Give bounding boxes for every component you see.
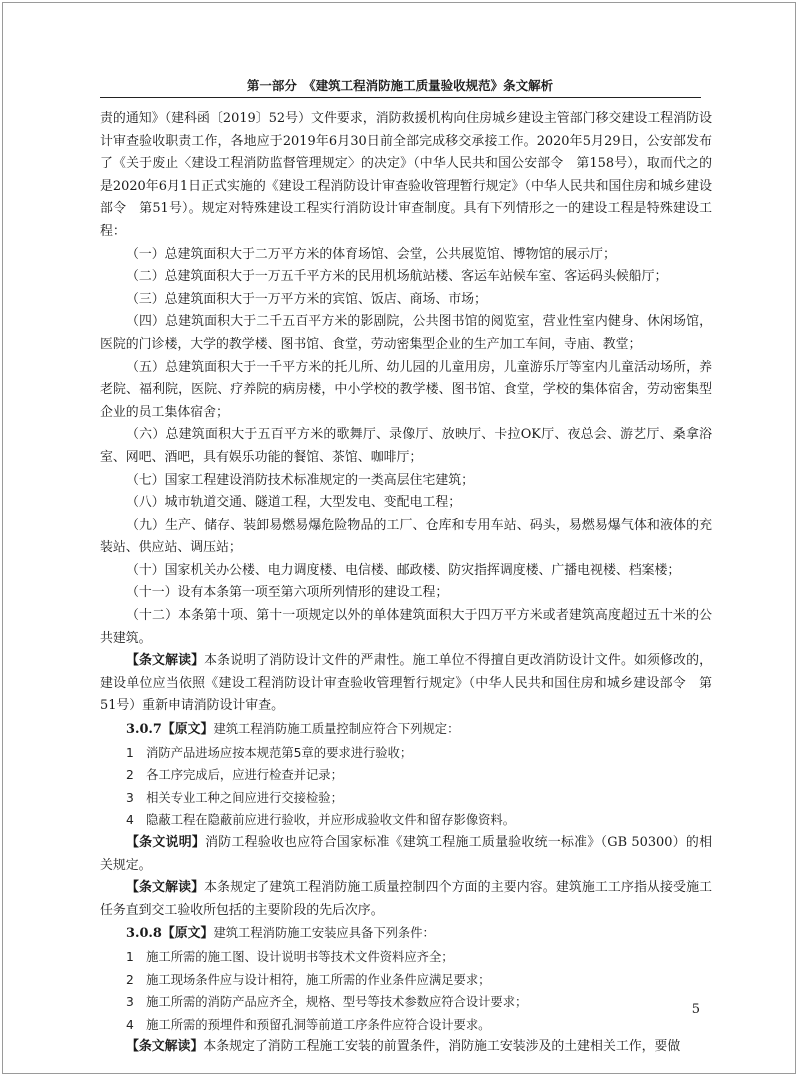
clause-3-0-7-original <box>100 718 712 742</box>
special-item-6: （六）总建筑面积大于五百平方米的歌舞厅、录像厅、放映厅、卡拉OK厅、夜总会、游艺厅、桑拿浴室、网吧、酒吧，具有娱乐功能的餐馆、茶馆、咖啡厅； <box>100 427 712 465</box>
clause-3-0-7-item-2: 2 各工序完成后，应进行检查并记录； <box>126 768 343 783</box>
special-item-4: （四）总建筑面积大于二千五百平方米的影剧院，公共图书馆的阅览室，营业性室内健身、休闲场馆，医院的门诊楼，大学的教学楼、图书馆、食堂，劳动密集型企业的生产加工车间，寺庙、教堂； <box>100 314 712 352</box>
clause-3-0-7-explanation <box>100 832 712 877</box>
clause-3-0-7-item-4: 4 隐蔽工程在隐蔽前应进行验收，并应形成验收文件和留存影像资料。 <box>126 813 516 828</box>
special-item-5: （五）总建筑面积大于一千平方米的托儿所、幼儿园的儿童用房，儿童游乐厅等室内儿童活动场所，养老院、福利院，医院、疗养院的病房楼，中小学校的教学楼、图书馆、食堂，学校的集体宿舍，劳动密集型企业的员工集体宿舍； <box>100 359 712 420</box>
explanation-text: 消防工程验收也应符合国家标准《建筑工程施工质量验收统一标准》（GB 50300）的相关规定。 <box>100 835 712 873</box>
special-item-11: （十一）设有本条第一项至第六项所列情形的建设工程； <box>126 585 449 601</box>
original-label: 【原文】 <box>161 722 214 738</box>
page-number: 5 <box>691 1002 700 1017</box>
reading-label: 【条文解读】 <box>126 1039 204 1055</box>
reading-text: 本条规定了消防工程施工安装的前置条件，消防施工安装涉及的土建相关工作，要做 <box>203 1039 681 1055</box>
page-body <box>100 108 712 1059</box>
special-item-2: （二）总建筑面积大于一万五千平方米的民用机场航站楼、客运车站候车室、客运码头候船厅； <box>126 269 668 285</box>
special-item-9: （九）生产、储存、装卸易燃易爆危险物品的工厂、仓库和专用车站、码头，易燃易爆气体和液体的充装站、供应站、调压站； <box>100 517 712 556</box>
intro-paragraph: 责的通知》（建科函〔2019〕52号）文件要求，消防救援机构向住房城乡建设主管部门移交建设工程消防设计审查验收职责工作，各地应于2019年6月30日前全部完成移交承接工作。2020年5月29日，公安部发布了《关于废止〈建设工程消防监督管理规定〉的决定》（中华人民共和国公安部令 第158号），取而代之的是2020年6月1日正式实施的《建设工程消防设计审查验收管理暂行规定》（中华人民共和国住房和城乡建设部令 第51号）。规定对特殊建设工程实行消防设计审查制度。具有下列情形之一的建设工程是特殊建设工程： <box>100 111 712 239</box>
running-header: 第一部分 《建筑工程消防施工质量验收规范》条文解析 <box>246 78 554 93</box>
header-rule <box>100 97 701 98</box>
special-item-10: （十）国家机关办公楼、电力调度楼、电信楼、邮政楼、防灾指挥调度楼、广播电视楼、档案楼； <box>126 562 681 578</box>
special-item-8: （八）城市轨道交通、隧道工程，大型发电、变配电工程； <box>126 495 462 511</box>
clause-3-0-8-item-4: 4 施工所需的预埋件和预留孔洞等前道工序条件应符合设计要求。 <box>126 1017 491 1032</box>
reading-label: 【条文解读】 <box>126 880 205 896</box>
clause-3-0-8-item-1: 1 施工所需的施工图、设计说明书等技术文件资料应齐全； <box>126 949 454 964</box>
clause-3-0-7-item-3: 3 相关专业工种之间应进行交接检验； <box>126 790 343 805</box>
clause-3-0-7-reading <box>100 877 712 922</box>
clause-number: 3.0.8 <box>126 926 162 942</box>
explanation-label: 【条文说明】 <box>126 835 206 850</box>
clause-3-0-8-item-2: 2 施工现场条件应与设计相符，施工所需的作业条件应满足要求； <box>126 972 491 987</box>
clause-3-0-8-original <box>100 922 712 946</box>
reading-text: 本条说明了消防设计文件的严肃性。施工单位不得擅自更改消防设计文件。如须修改的，建设单位应当依照《建设工程消防设计审查验收管理暂行规定》（中华人民共和国住房和城乡建设部令 第51号）重新申请消防设计审查。 <box>100 653 713 714</box>
reading-label: 【条文解读】 <box>126 653 205 669</box>
clause-3-0-8-reading <box>100 1036 712 1059</box>
reading-text: 本条规定了建筑工程消防施工质量控制四个方面的主要内容。建筑施工工序指从接受施工任务直到交工验收所包括的主要阶段的先后次序。 <box>100 880 713 918</box>
special-item-3: （三）总建筑面积大于一万平方米的宾馆、饭店、商场、市场； <box>126 291 487 307</box>
clause-3-0-8-item-3: 3 施工所需的消防产品应齐全，规格、型号等技术参数应符合设计要求； <box>126 995 528 1010</box>
reading-paragraph-a <box>100 650 712 718</box>
clause-3-0-7-item-1: 1 消防产品进场应按本规范第5章的要求进行验收； <box>126 745 413 760</box>
original-label: 【原文】 <box>161 926 214 942</box>
special-item-12: （十二）本条第十项、第十一项规定以外的单体建筑面积大于四万平方米或者建筑高度超过五十米的公共建筑。 <box>100 608 712 646</box>
special-item-7: （七）国家工程建设消防技术标准规定的一类高层住宅建筑； <box>126 472 475 488</box>
original-text: 建筑工程消防施工质量控制应符合下列规定： <box>213 722 460 737</box>
original-text: 建筑工程消防施工安装应具备下列条件： <box>213 926 435 941</box>
special-item-1: （一）总建筑面积大于二万平方米的体育场馆、会堂，公共展览馆、博物馆的展示厅； <box>126 246 616 262</box>
clause-number: 3.0.7 <box>126 722 162 738</box>
